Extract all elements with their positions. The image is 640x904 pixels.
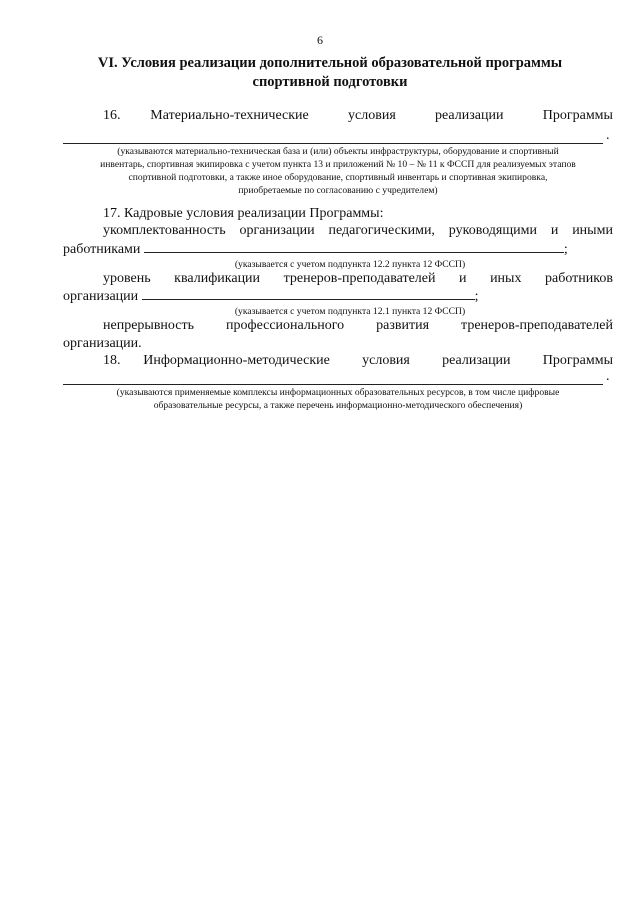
item16-note-line4: приобретаемые по согласованию с учредителем) bbox=[238, 185, 438, 196]
item16-word4: Программы bbox=[542, 108, 613, 123]
page-number: 6 bbox=[317, 33, 323, 47]
item18-line bbox=[63, 353, 613, 369]
staffing-word2: организации bbox=[239, 223, 315, 238]
staffing-word4: руководящими bbox=[448, 223, 537, 238]
qualification-cont: организации bbox=[63, 289, 139, 304]
item18-fill-line bbox=[63, 384, 603, 385]
qualification-line bbox=[63, 271, 613, 287]
qualification-fill-line bbox=[142, 299, 475, 300]
staffing-word1: укомплектованность bbox=[103, 223, 226, 238]
staffing-word3: педагогическими, bbox=[328, 223, 435, 238]
qualification-word4: и bbox=[459, 271, 467, 286]
item16-note-line2: инвентарь, спортивная экипировка с учетом пункта 13 и приложений № 10 – № 11 к ФССП для реализуемых этапов bbox=[100, 159, 576, 170]
item18-note bbox=[63, 386, 613, 412]
qualification-word1: уровень bbox=[103, 271, 151, 286]
section-title-line1: VI. Условия реализации дополнительной образовательной программы bbox=[97, 55, 563, 71]
item17-heading: 17. Кадровые условия реализации Программы: bbox=[103, 206, 384, 221]
item18-end-mark: . bbox=[606, 369, 610, 384]
qualification-cont-line bbox=[63, 289, 613, 305]
development-line bbox=[63, 318, 613, 334]
item18-number: 18. bbox=[103, 353, 121, 368]
item18-note-line2: образовательные ресурсы, а также перечень информационно-методического обеспечения) bbox=[153, 400, 523, 411]
staffing-fill-line bbox=[144, 252, 564, 253]
qualification-word6: работников bbox=[544, 271, 613, 286]
item18-word3: реализации bbox=[442, 353, 511, 368]
item16-note-line1: (указываются материально-техническая база и (или) объекты инфраструктуры, оборудование и спортивный bbox=[117, 146, 559, 157]
staffing-note: (указывается с учетом подпункта 12.2 пункта 12 ФССП) bbox=[234, 259, 466, 270]
item16-word2: условия bbox=[348, 108, 396, 123]
qualification-note: (указывается с учетом подпункта 12.1 пункта 12 ФССП) bbox=[234, 306, 466, 317]
qualification-word2: квалификации bbox=[174, 271, 261, 286]
staffing-cont-line bbox=[63, 242, 613, 258]
staffing-word5: и bbox=[550, 223, 559, 238]
section-title-line2: спортивной подготовки bbox=[252, 74, 408, 90]
development-word1: непрерывность bbox=[103, 318, 194, 333]
qualification-end: ; bbox=[474, 289, 479, 304]
item18-note-line1: (указываются применяемые комплексы информационных образовательных ресурсов, в том числе цифровые bbox=[116, 387, 560, 398]
item16-word1: Материально-технические bbox=[150, 108, 309, 123]
development-word3: развития bbox=[376, 318, 430, 333]
development-word2: профессионального bbox=[226, 318, 345, 333]
item18-word1: Информационно-методические bbox=[143, 353, 330, 368]
staffing-word6: иными bbox=[572, 223, 613, 238]
item16-line bbox=[63, 108, 613, 124]
staffing-line bbox=[63, 223, 613, 239]
item18-word4: Программы bbox=[542, 353, 613, 368]
qualification-word3: тренеров-преподавателей bbox=[283, 271, 436, 286]
item16-fill-line bbox=[63, 143, 603, 144]
item16-note bbox=[63, 145, 613, 197]
item16-note-line3: спортивной подготовки, а также иное оборудование, спортивный инвентарь и спортивная экипировка, bbox=[128, 172, 548, 183]
staffing-end: ; bbox=[563, 242, 568, 257]
item16-end-mark: . bbox=[606, 128, 610, 143]
qualification-word5: иных bbox=[490, 271, 522, 286]
item18-word2: условия bbox=[362, 353, 410, 368]
section-title bbox=[60, 54, 600, 92]
item16-number: 16. bbox=[103, 108, 121, 123]
staffing-cont: работниками bbox=[63, 242, 141, 257]
item16-word3: реализации bbox=[435, 108, 504, 123]
development-word4: тренеров-преподавателей bbox=[461, 318, 613, 333]
development-cont: организации. bbox=[63, 336, 142, 351]
